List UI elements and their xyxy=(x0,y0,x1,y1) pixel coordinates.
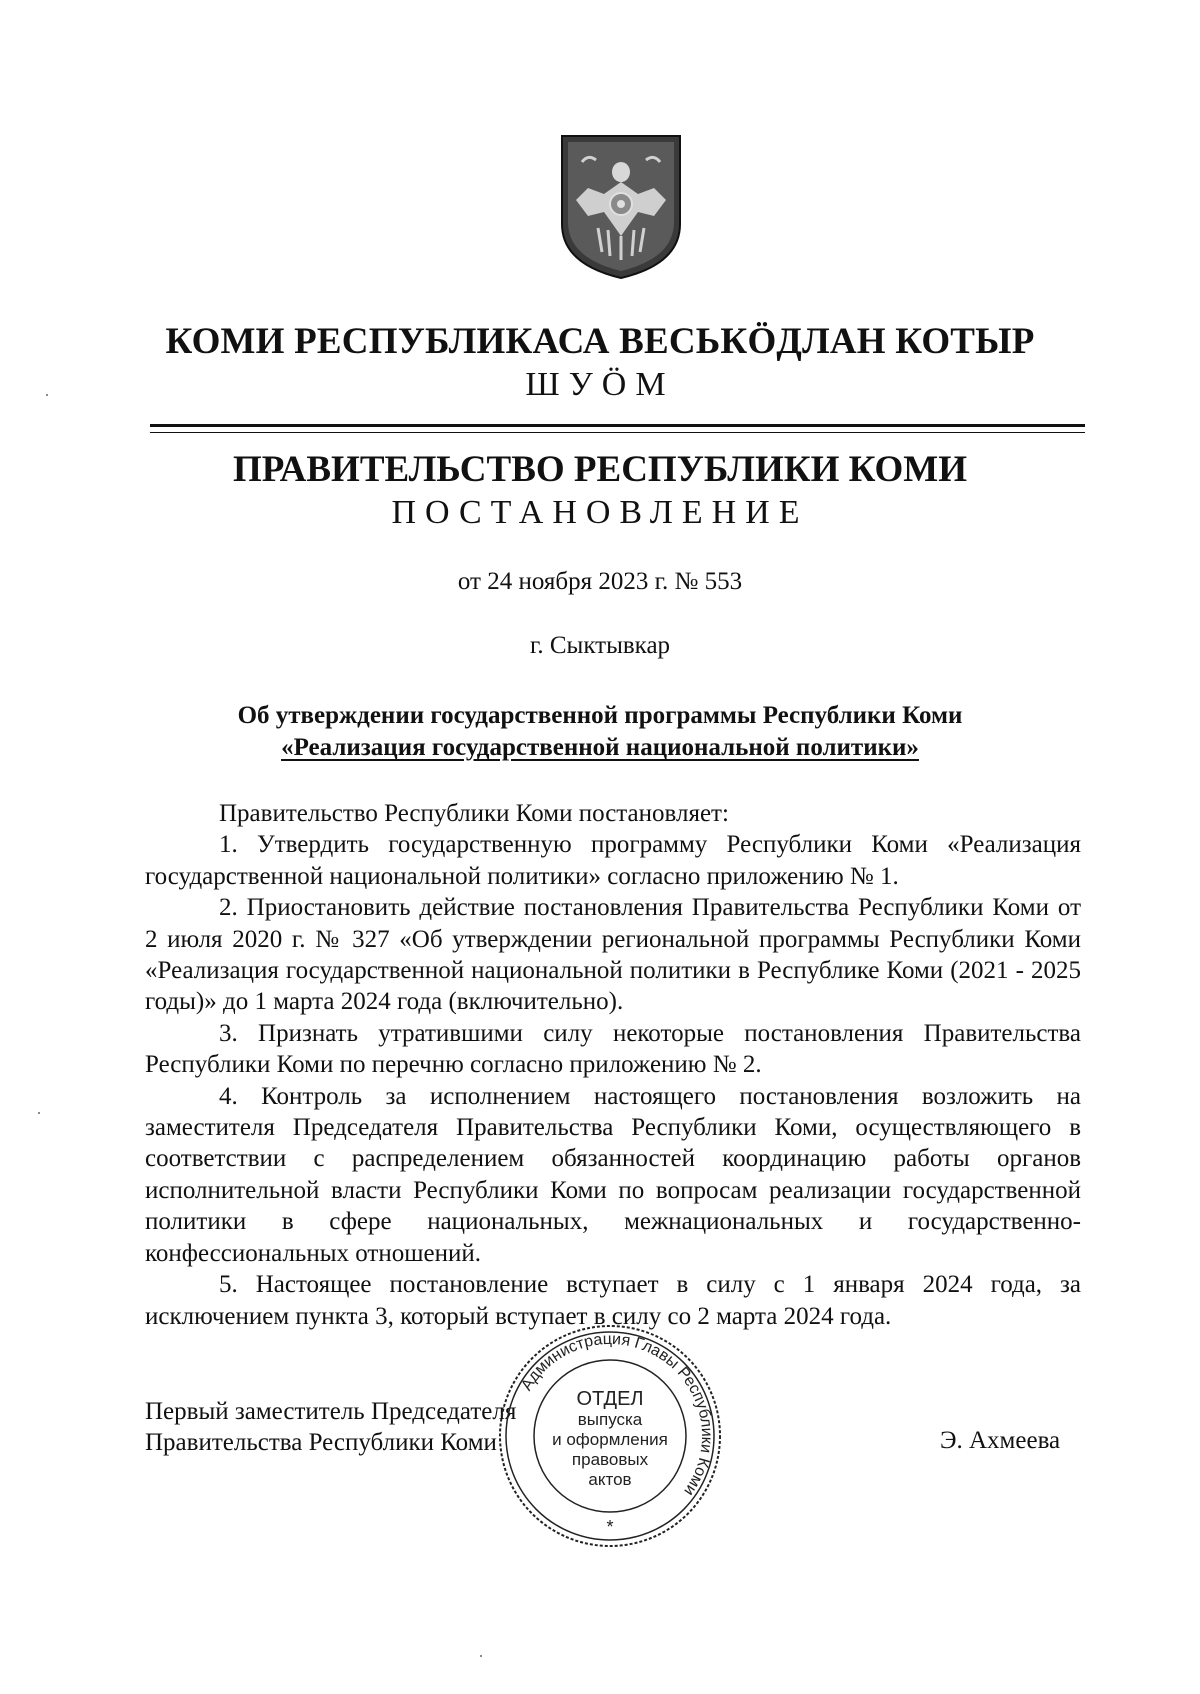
signatory-position-line-1: Первый заместитель Председателя xyxy=(145,1398,517,1425)
official-stamp xyxy=(495,1321,725,1551)
document-body xyxy=(145,798,1081,1332)
signatory-position xyxy=(145,1396,516,1458)
government-title: ПРАВИТЕЛЬСТВО РЕСПУБЛИКИ КОМИ xyxy=(233,449,967,490)
stamp-star: * xyxy=(606,1517,614,1537)
item-5: 5. Настоящее постановление вступает в силу с 1 января 2024 года, за исключением пункта 3, который вступает в силу со 2 марта 2024 года. xyxy=(145,1271,1081,1330)
item-3: 3. Признать утратившими силу некоторые постановления Правительства Республики Коми по перечню согласно приложению № 2. xyxy=(145,1019,1081,1079)
subject-line-2-text: «Реализация государственной национальной политики» xyxy=(281,734,919,761)
document-date-number: от 24 ноября 2023 г. № 553 xyxy=(457,568,743,595)
doc-type: ПОСТАНОВЛЕНИЕ xyxy=(391,494,809,531)
coat-of-arms-emblem xyxy=(558,132,684,282)
stamp-line-2: выпуска xyxy=(577,1410,643,1429)
document-city: г. Сыктывкар xyxy=(529,632,671,659)
subject-line-1: Об утверждении государственной программы Республики Коми xyxy=(237,702,963,729)
stamp-line-4: правовых xyxy=(571,1450,649,1469)
signatory-position-line-2: Правительства Республики Коми xyxy=(145,1429,497,1456)
scan-speck xyxy=(38,1112,40,1114)
scan-speck xyxy=(46,394,48,396)
stamp-line-5: актов xyxy=(588,1470,632,1489)
header-divider-thick xyxy=(150,424,1085,427)
komi-government-title: КОМИ РЕСПУБЛИКАСА ВЕСЬКӦДЛАН КОТЫР xyxy=(165,321,1035,362)
signatory-name: Э. Ахмеева xyxy=(940,1427,1061,1454)
item-1: 1. Утвердить государственную программу Республики Коми «Реализация государственной национальной политики» согласно приложению № 1. xyxy=(145,831,1081,890)
komi-doc-type: ШУӦМ xyxy=(525,366,675,403)
stamp-ring-text: Администрация Главы Республики Коми xyxy=(518,1330,716,1499)
item-2: 2. Приостановить действие постановления Правительства Республики Коми от 2 июля 2020 г. № 327 «Об утверждении региональной программы Республики Коми «Реализация государственной национальной политики в Республике Коми (2021 - 2025 годы)» до 1 марта 2024 года (включительно). xyxy=(145,894,1081,1016)
scan-speck xyxy=(480,1655,482,1657)
stamp-line-1: ОТДЕЛ xyxy=(576,1388,644,1410)
preamble: Правительство Республики Коми постановляет: xyxy=(219,800,729,827)
stamp-line-3: и оформления xyxy=(552,1430,668,1449)
item-4: 4. Контроль за исполнением настоящего постановления возложить на заместителя Председателя Правительства Республики Коми, осуществляющего в соответствии с распределением обязанностей координацию работы органов исполнительной власти Республики Коми по вопросам реализации государственной политики в сфере национальных, межнациональных и государственно-конфессиональных отношений. xyxy=(145,1082,1081,1267)
subject-line-2 xyxy=(0,734,1200,762)
header-divider-thin xyxy=(150,432,1085,433)
